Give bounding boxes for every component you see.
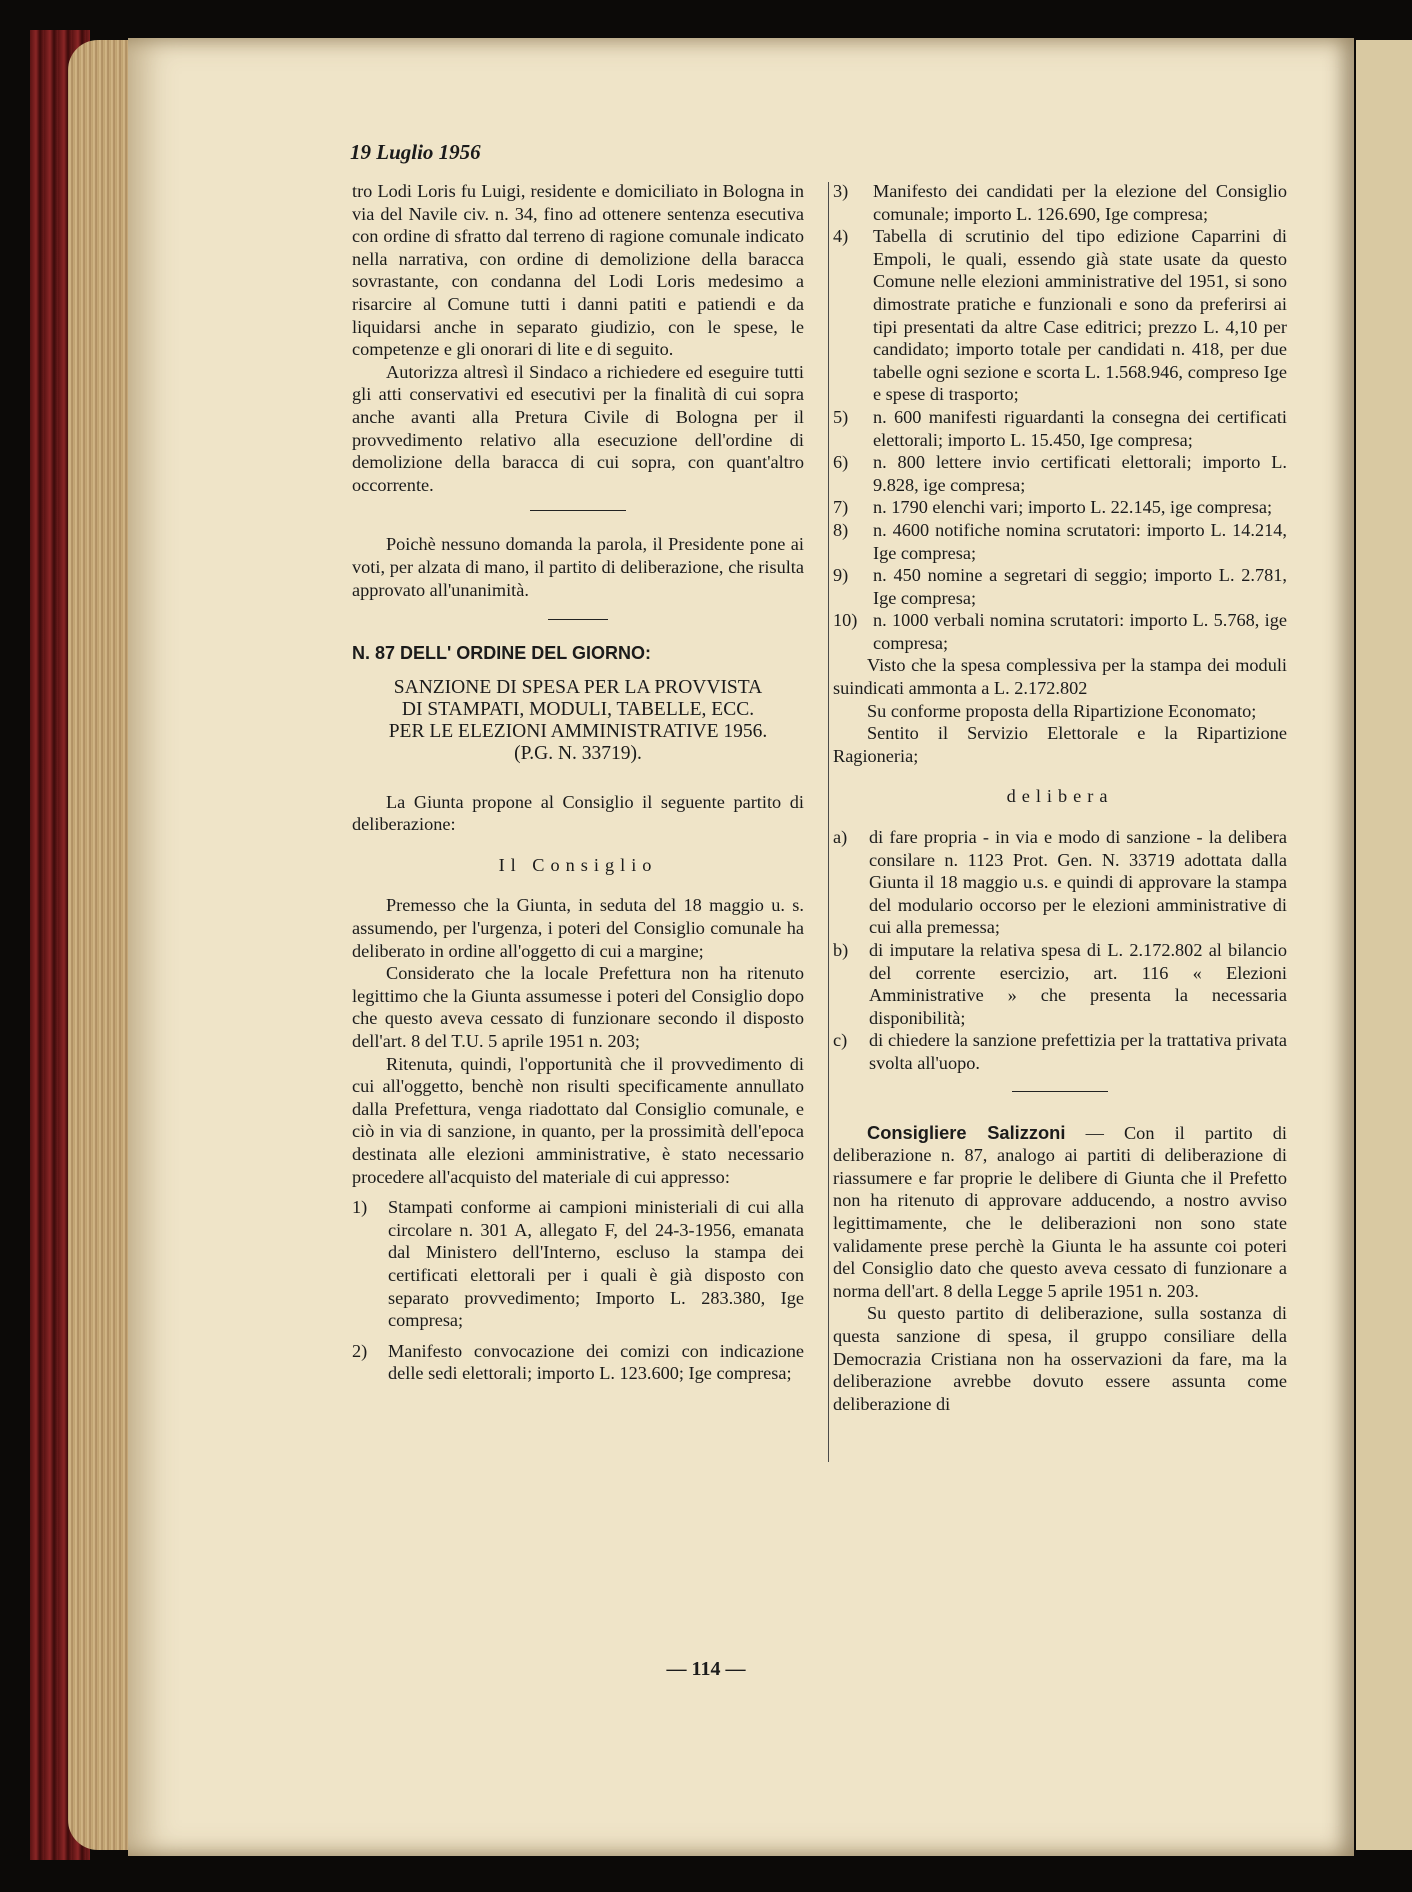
divider <box>530 510 626 511</box>
list-item: b) di imputare la relativa spesa di L. 2.172.802 al bilancio del corrente esercizio, art. 116 « Elezioni Amministrative » che presenta la necessaria disponibilità; <box>833 940 1287 1028</box>
page-number: — 114 — <box>666 1658 746 1680</box>
list-item: 2) Manifesto convocazione dei comizi con indicazione delle sedi elettorali; importo L. 123.600; Ige compresa; <box>352 1340 804 1384</box>
adjacent-page-edge <box>1356 40 1412 1850</box>
left-column <box>352 180 804 1385</box>
section-label: Il Consiglio <box>498 854 658 875</box>
paragraph: Poichè nessuno domanda la parola, il Presidente pone ai voti, per alzata di mano, il partito di deliberazione, che risulta approvato all'unanimità. <box>352 534 804 600</box>
list-item: 3) Manifesto dei candidati per la elezione del Consiglio comunale; importo L. 126.690, Ige compresa; <box>833 181 1287 224</box>
paragraph: Su questo partito di deliberazione, sulla sostanza di questa sanzione di spesa, il gruppo consiliare della Democrazia Cristiana non ha osservazioni da fare, ma la deliberazione avrebbe dovuto essere assunta come deliberazione di <box>833 1303 1287 1414</box>
paragraph: Su conforme proposta della Ripartizione Economato; <box>867 700 1257 721</box>
list-item: 6) n. 800 lettere invio certificati elettorali; importo L. 9.828, ige compresa; <box>833 452 1287 495</box>
paragraph: Visto che la spesa complessiva per la stampa dei moduli suindicati ammonta a L. 2.172.802 <box>833 655 1287 699</box>
paragraph: Premesso che la Giunta, in seduta del 18 maggio u. s. assumendo, per l'urgenza, i poteri del Consiglio comunale ha deliberato in ordine all'oggetto di cui a margine; <box>352 895 804 961</box>
list-item: 1) Stampati conforme ai campioni ministeriali di cui alla circolare n. 301 A, allegato F, del 24-3-1956, emanata dal Ministero dell'Interno, escluso la stampa dei certificati elettorali per i quali è già disposto con separato provvedimento; Importo L. 283.380, Ige compresa; <box>352 1197 804 1331</box>
list-item: a) di fare propria - in via e modo di sanzione - la delibera consilare n. 1123 Prot. Gen. N. 33719 adottata dalla Giunta il 18 maggio u.s. e quindi di approvare la stampa del modulario occorso per le elezioni amministrative di cui alla premessa; <box>833 827 1287 938</box>
speech-paragraph: Consigliere Salizzoni — Con il partito di deliberazione n. 87, analogo ai partiti di deliberazione di riassumere e far proprie le delibere di Giunta che il Prefetto non ha ritenuto di approvare adducendo, a nostro avviso legittimamente, che le deliberazioni non sono state validamente prese perchè la Giunta le ha assunte coi poteri del Consiglio dato che questo aveva cessato di funzionare a norma dell'art. 8 della Legge 5 aprile 1951 n. 203. <box>833 1121 1287 1301</box>
list-item: 7) n. 1790 elenchi vari; importo L. 22.145, ige compresa; <box>833 497 1273 518</box>
right-column <box>833 180 1287 1415</box>
agenda-item-title: SANZIONE DI SPESA PER LA PROVVISTA DI STAMPATI, MODULI, TABELLE, ECC. PER LE ELEZIONI AMMINISTRATIVE 1956. (P.G. N. 33719). <box>388 676 768 764</box>
paragraph: La Giunta propone al Consiglio il seguente partito di deliberazione: <box>352 791 804 835</box>
divider <box>1012 1091 1108 1092</box>
agenda-item-heading: N. 87 DELL' ORDINE DEL GIORNO: <box>352 643 651 664</box>
list-item: c) di chiedere la sanzione prefettizia per la trattativa privata svolta all'uopo. <box>833 1030 1287 1073</box>
section-label: delibera <box>1006 786 1114 807</box>
paragraph: Ritenuta, quindi, l'opportunità che il provvedimento di cui all'oggetto, benchè non risulti specificamente annullato dalla Prefettura, venga riadottato dal Consiglio comunale, e ciò in via di sanzione, in quanto, per la prossimità dell'epoca destinata alle elezioni amministrative, è stato necessario procedere all'acquisto del materiale di cui appresso: <box>352 1053 804 1187</box>
list-item: 10) n. 1000 verbali nomina scrutatori: importo L. 5.768, ige compresa; <box>833 610 1287 653</box>
paragraph: Sentito il Servizio Elettorale e la Ripartizione Ragioneria; <box>833 723 1287 766</box>
paragraph: Autorizza altresì il Sindaco a richiedere ed eseguire tutti gli atti conservativi ed esecutivi per la finalità di cui sopra anche avanti alla Pretura Civile di Bologna per il provvedimento relativo alla esecuzione dell'ordine di demolizione della baracca di cui sopra, con quant'altro occorrente. <box>352 361 804 495</box>
list-item: 5) n. 600 manifesti riguardanti la consegna dei certificati elettorali; importo L. 15.450, Ige compresa; <box>833 406 1287 450</box>
speaker-name: Consigliere Salizzoni <box>867 1121 1066 1143</box>
paragraph: Considerato che la locale Prefettura non ha ritenuto legittimo che la Giunta assumesse i poteri del Consiglio dopo che questo aveva cessato di funzionare secondo il disposto dell'art. 8 del T.U. 5 aprile 1951 n. 203; <box>352 963 804 1052</box>
list-item: 9) n. 450 nomine a segretari di seggio; importo L. 2.781, Ige compresa; <box>833 565 1287 608</box>
paragraph: tro Lodi Loris fu Luigi, residente e domiciliato in Bologna in via del Navile civ. n. 34, fino ad ottenere sentenza esecutiva con ordine di sfratto dal terreno di ragione comunale indicato nella narrativa, con ordine di demolizione della baracca sovrastante, con condanna del Lodi Loris medesimo a risarcire al Comune tutti i danni patiti e patiendi e da liquidarsi anche in separato giudizio, con le spese, le competenze e gli onorari di lite e di seguito. <box>352 181 804 360</box>
list-item: 4) Tabella di scrutinio del tipo edizione Caparrini di Empoli, le quali, essendo già state usate da questo Comune nelle elezioni amministrative del 1951, si sono dimostrate pratiche e funzionali e sono da preferirsi ai tipi presentati da altre Case editrici; prezzo L. 4,10 per candidato; importo totale per candidati n. 418, per due tabelle ogni sezione e scorta L. 1.568.946, compreso Ige e spese di trasporto; <box>833 226 1287 405</box>
running-header-date: 19 Luglio 1956 <box>350 140 481 164</box>
column-rule <box>828 182 829 1462</box>
list-item: 8) n. 4600 notifiche nomina scrutatori: importo L. 14.214, Ige compresa; <box>833 519 1287 563</box>
divider <box>548 619 608 620</box>
